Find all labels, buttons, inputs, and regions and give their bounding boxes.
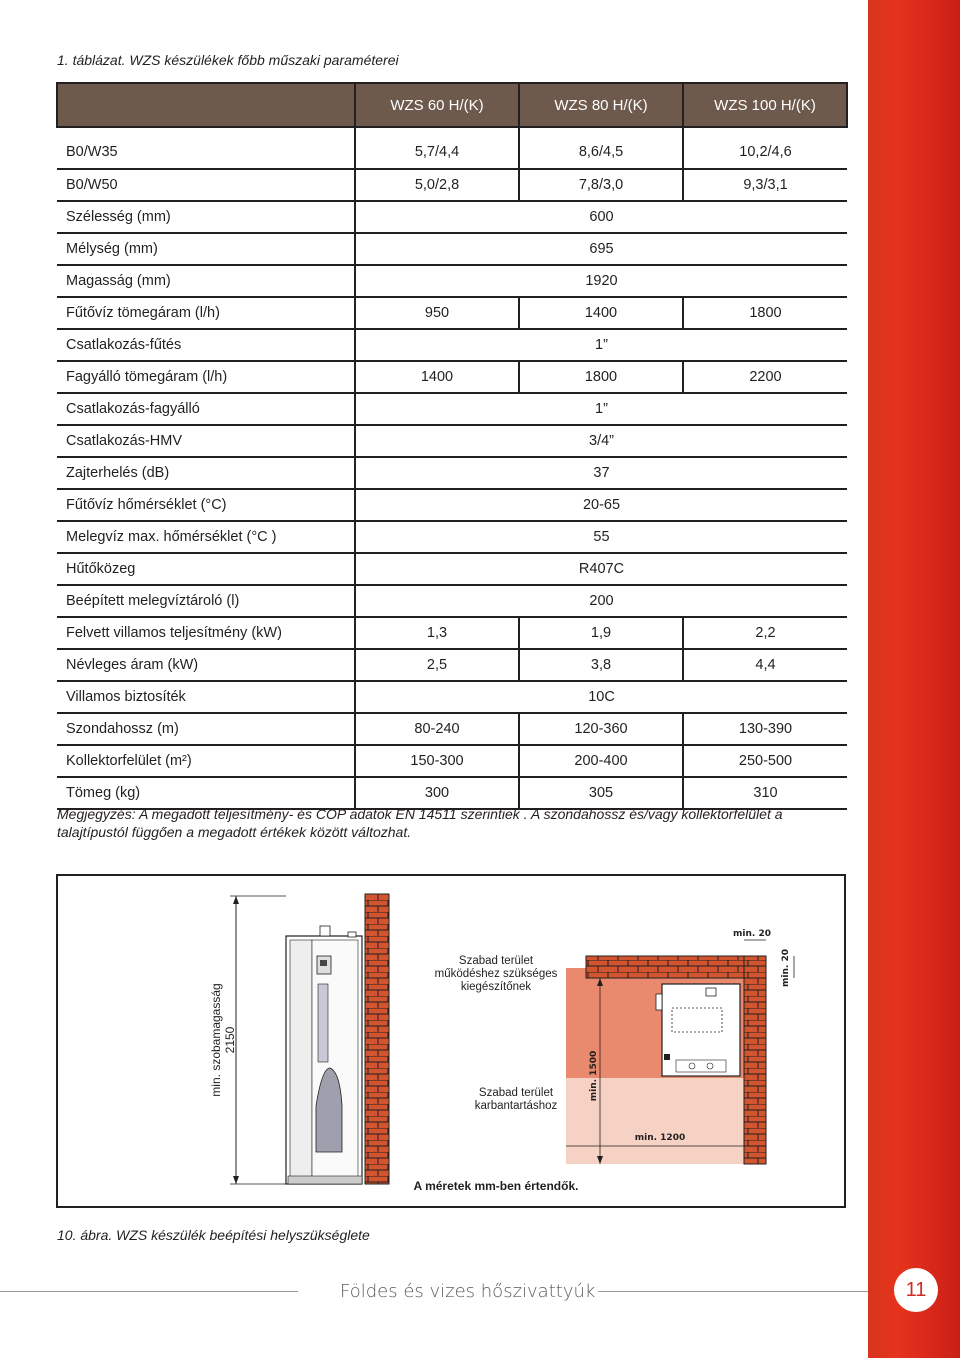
table-row <box>57 329 847 361</box>
row-value: 1,3 <box>355 617 519 649</box>
row-value-all-models: 1” <box>355 329 847 361</box>
row-value-all-models: 1920 <box>355 265 847 297</box>
red-side-strip <box>868 0 960 1358</box>
table-row <box>57 649 847 681</box>
table-header-cell <box>57 83 355 127</box>
row-value: 9,3/3,1 <box>683 169 847 201</box>
heat-pump-unit <box>286 926 362 1184</box>
table-row <box>57 169 847 201</box>
table-note: Megjegyzés: A megadott teljesítmény- és COP adatok EN 14511 szerintiek . A szondahossz és/vagy kollektorfelület a talajtípustól függően a megadott értékek között változhat. <box>57 806 783 840</box>
row-value: 200-400 <box>519 745 683 777</box>
row-value: 950 <box>355 297 519 329</box>
row-value: 2,2 <box>683 617 847 649</box>
row-value: 305 <box>519 777 683 809</box>
row-value: 7,8/3,0 <box>519 169 683 201</box>
table-row <box>57 457 847 489</box>
row-value: 5,0/2,8 <box>355 169 519 201</box>
table-row <box>57 713 847 745</box>
operation-zone-label-2: működéshez szükséges <box>434 968 558 980</box>
installation-figure <box>56 874 846 1208</box>
row-label: Felvett villamos teljesítmény (kW) <box>57 617 355 649</box>
table-row <box>57 425 847 457</box>
row-value-all-models: 200 <box>355 585 847 617</box>
row-value: 5,7/4,4 <box>355 127 519 169</box>
row-value-all-models: 1” <box>355 393 847 425</box>
row-value: 8,6/4,5 <box>519 127 683 169</box>
row-value: 1800 <box>683 297 847 329</box>
table-row <box>57 585 847 617</box>
back-wall <box>586 956 764 978</box>
row-value: 1800 <box>519 361 683 393</box>
row-label: Szélesség (mm) <box>57 201 355 233</box>
footer-rule-right <box>598 1291 868 1292</box>
row-value: 250-500 <box>683 745 847 777</box>
row-value: 300 <box>355 777 519 809</box>
footer-title: Földes és vizes hőszivattyúk <box>340 1281 596 1302</box>
maintenance-zone-label-2: karbantartáshoz <box>474 1100 558 1112</box>
dim-depth-label: min. 1500 <box>589 1050 599 1102</box>
row-value-all-models: 55 <box>355 521 847 553</box>
row-value: 1400 <box>519 297 683 329</box>
row-value: 1,9 <box>519 617 683 649</box>
row-value-all-models: 10C <box>355 681 847 713</box>
room-height-value: 2150 <box>223 1026 237 1054</box>
dim-width-label: min. 1200 <box>634 1133 686 1143</box>
side-wall <box>365 894 389 1184</box>
maintenance-zone-label-1: Szabad terület <box>478 1087 554 1099</box>
row-label: Mélység (mm) <box>57 233 355 265</box>
row-label: Kollektorfelület (m²) <box>57 745 355 777</box>
table-row <box>57 201 847 233</box>
table-row <box>57 393 847 425</box>
dim-top-label: min. 20 <box>733 929 771 939</box>
row-label: Névleges áram (kW) <box>57 649 355 681</box>
dim-right-label: min. 20 <box>781 949 791 987</box>
row-label: Csatlakozás-fagyálló <box>57 393 355 425</box>
row-value-all-models: R407C <box>355 553 847 585</box>
operation-zone-label-1: Szabad terület <box>458 955 534 967</box>
row-value: 4,4 <box>683 649 847 681</box>
row-value: 10,2/4,6 <box>683 127 847 169</box>
table-header-cell: WZS 60 H/(K) <box>355 83 519 127</box>
table-row <box>57 521 847 553</box>
table-body <box>57 127 847 809</box>
table-row <box>57 553 847 585</box>
row-value-all-models: 20-65 <box>355 489 847 521</box>
unit-plan-view <box>656 984 740 1076</box>
row-value: 150-300 <box>355 745 519 777</box>
row-label: Szondahossz (m) <box>57 713 355 745</box>
row-value: 80-240 <box>355 713 519 745</box>
table-header-cell: WZS 80 H/(K) <box>519 83 683 127</box>
room-height-label: min. szobamagasság <box>209 983 223 1097</box>
table-row <box>57 617 847 649</box>
table-row <box>57 127 847 169</box>
row-label: Hűtőközeg <box>57 553 355 585</box>
row-value-all-models: 37 <box>355 457 847 489</box>
table-header-cell: WZS 100 H/(K) <box>683 83 847 127</box>
row-label: Fűtővíz tömegáram (l/h) <box>57 297 355 329</box>
row-value-all-models: 695 <box>355 233 847 265</box>
row-label: Fűtővíz hőmérséklet (°C) <box>57 489 355 521</box>
row-label: B0/W50 <box>57 169 355 201</box>
row-label: Beépített melegvíztároló (l) <box>57 585 355 617</box>
row-value: 310 <box>683 777 847 809</box>
footer-rule-left <box>0 1291 298 1292</box>
row-label: B0/W35 <box>57 127 355 169</box>
row-label: Magasság (mm) <box>57 265 355 297</box>
table-row <box>57 233 847 265</box>
table-row <box>57 265 847 297</box>
table-row <box>57 489 847 521</box>
row-label: Tömeg (kg) <box>57 777 355 809</box>
row-value-all-models: 3/4” <box>355 425 847 457</box>
table-caption: 1. táblázat. WZS készülékek főbb műszaki paraméterei <box>57 52 399 68</box>
row-label: Csatlakozás-HMV <box>57 425 355 457</box>
installation-diagram <box>58 876 846 1208</box>
row-value: 3,8 <box>519 649 683 681</box>
spec-table <box>56 82 848 810</box>
table-row <box>57 297 847 329</box>
row-label: Fagyálló tömegáram (l/h) <box>57 361 355 393</box>
row-label: Csatlakozás-fűtés <box>57 329 355 361</box>
row-value: 130-390 <box>683 713 847 745</box>
units-note: A méretek mm-ben értendők. <box>413 1179 579 1193</box>
row-label: Zajterhelés (dB) <box>57 457 355 489</box>
operation-zone-label-3: kiegészítőnek <box>460 981 532 993</box>
row-value: 2,5 <box>355 649 519 681</box>
row-label: Villamos biztosíték <box>57 681 355 713</box>
row-label: Melegvíz max. hőmérséklet (°C ) <box>57 521 355 553</box>
table-row <box>57 681 847 713</box>
row-value: 1400 <box>355 361 519 393</box>
row-value-all-models: 600 <box>355 201 847 233</box>
table-row <box>57 745 847 777</box>
table-header-row <box>57 83 847 127</box>
page-number: 11 <box>894 1268 938 1312</box>
right-wall <box>744 956 766 1164</box>
table-row <box>57 361 847 393</box>
row-value: 120-360 <box>519 713 683 745</box>
row-value: 2200 <box>683 361 847 393</box>
figure-caption: 10. ábra. WZS készülék beépítési helyszükséglete <box>57 1227 370 1243</box>
